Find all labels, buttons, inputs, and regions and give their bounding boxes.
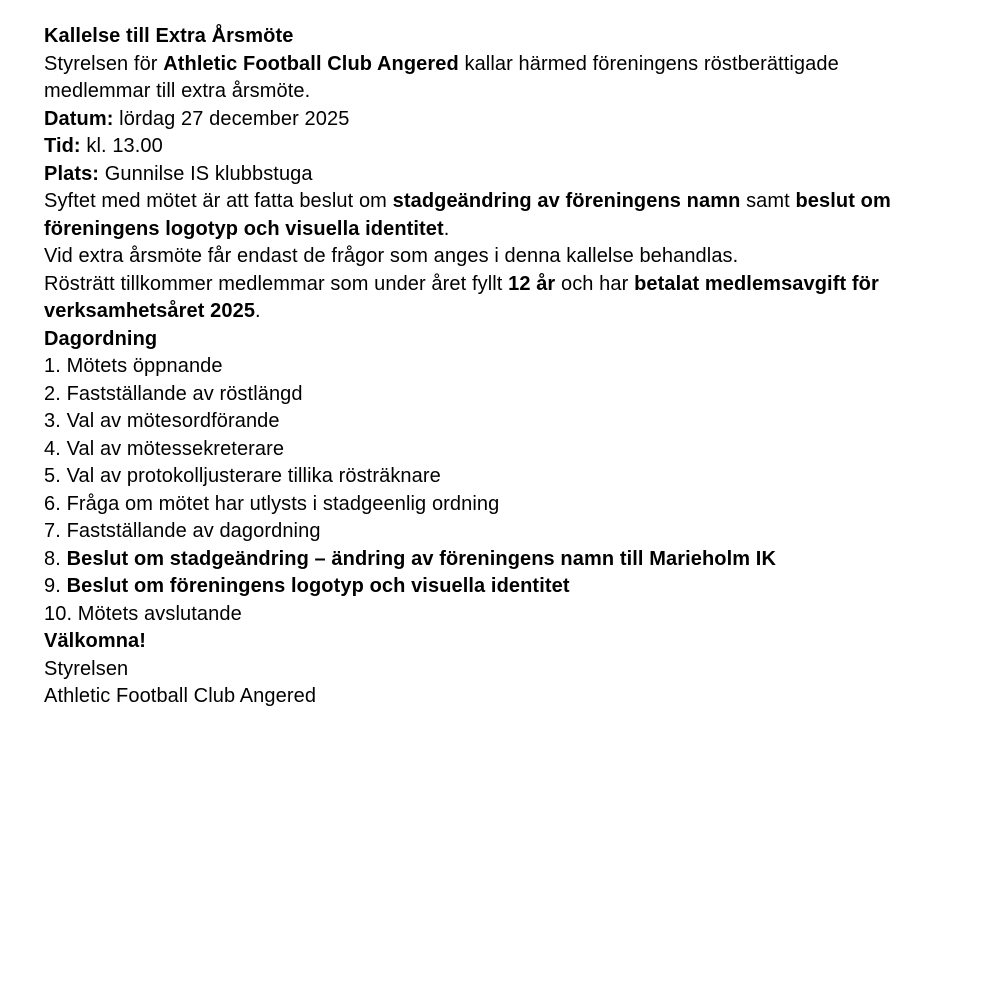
agenda-item-text: Fastställande av röstlängd [66, 382, 303, 405]
intro-text-cont: kallar härmed föreningens röstberättigade [458, 52, 839, 75]
restriction-note: Vid extra årsmöte får endast de frågor som anges i denna kallelse behandlas. [44, 245, 739, 267]
agenda-item-number: 6. [44, 492, 61, 515]
purpose-bold-name-change: stadgeändring av föreningens namn [392, 190, 741, 212]
place-label: Plats: [44, 162, 100, 185]
intro-line-1 [44, 53, 839, 75]
agenda-item-10 [44, 601, 1000, 629]
agenda-item-text: Beslut om stadgeändring – ändring av föreningens namn till Marieholm IK [66, 547, 776, 570]
agenda-item-text: Mötets avslutande [77, 602, 242, 625]
purpose-text: Syftet med mötet är att fatta beslut om [44, 190, 393, 212]
signature [44, 656, 1000, 711]
agenda-item-number: 8. [44, 547, 61, 570]
purpose-paragraph [44, 188, 1000, 243]
purpose-text-mid: samt [740, 190, 796, 212]
closing-greeting: Välkomna! [44, 630, 147, 652]
date-label: Datum: [44, 107, 114, 130]
club-name: Athletic Football Club Angered [163, 52, 459, 75]
signature-role: Styrelsen [44, 657, 129, 680]
purpose-line-2 [44, 218, 449, 240]
agenda-item-number: 2. [44, 382, 61, 405]
agenda-item-number: 9. [44, 575, 61, 597]
agenda-item-5 [44, 463, 1000, 491]
agenda-item-text: Mötets öppnande [66, 355, 223, 377]
meeting-details [44, 106, 1000, 189]
voting-bold-fee: betalat medlemsavgift för [634, 272, 879, 295]
agenda-item-number: 5. [44, 465, 61, 487]
voting-period: . [255, 300, 261, 322]
agenda-item-8 [44, 546, 1000, 574]
agenda-item-text: Val av mötesordförande [66, 410, 280, 432]
agenda-item-7 [44, 518, 1000, 546]
agenda-item-2 [44, 381, 1000, 409]
agenda-item-3 [44, 408, 1000, 436]
purpose-bold-decision: beslut om [795, 190, 891, 212]
agenda-list [44, 353, 1000, 628]
purpose-period: . [443, 217, 450, 240]
voting-bold-age: 12 år [508, 272, 556, 295]
document-title: Kallelse till Extra Årsmöte [44, 25, 294, 47]
agenda-item-number: 3. [44, 410, 61, 432]
agenda-item-6 [44, 491, 1000, 519]
time-label: Tid: [44, 135, 81, 157]
agenda-item-text: Val av mötessekreterare [66, 437, 285, 460]
detail-place [44, 163, 313, 185]
voting-rights-paragraph [44, 271, 1000, 326]
date-value: lördag 27 december 2025 [119, 107, 350, 130]
intro-paragraph [44, 51, 1000, 106]
voting-text: Rösträtt tillkommer medlemmar som under året fyllt [44, 272, 509, 295]
purpose-line-1 [44, 190, 891, 212]
agenda-item-number: 4. [44, 437, 61, 460]
agenda-item-1 [44, 353, 1000, 381]
detail-time [44, 135, 163, 157]
agenda-item-number: 10. [44, 602, 73, 625]
agenda-heading: Dagordning [44, 327, 158, 350]
agenda-item-text: Fråga om mötet har utlysts i stadgeenlig ordning [66, 492, 500, 515]
signature-club-name: Athletic Football Club Angered [44, 685, 317, 707]
voting-bold-year: verksamhetsåret 2025 [44, 300, 256, 322]
voting-line-2 [44, 300, 261, 322]
voting-line-1 [44, 273, 879, 295]
purpose-bold-logo: föreningens logotyp och visuella identitet [44, 217, 444, 240]
agenda-item-9 [44, 573, 1000, 601]
agenda-item-number: 1. [44, 355, 61, 377]
agenda-item-4 [44, 436, 1000, 464]
intro-line-2: medlemmar till extra årsmöte. [44, 80, 311, 102]
place-value: Gunnilse IS klubbstuga [104, 162, 313, 185]
agenda-item-text: Fastställande av dagordning [66, 520, 321, 542]
voting-text-mid: och har [555, 272, 635, 295]
agenda-item-number: 7. [44, 520, 61, 542]
intro-text: Styrelsen för [44, 52, 164, 75]
agenda-item-text: Beslut om föreningens logotyp och visuella identitet [66, 575, 570, 597]
time-value: kl. 13.00 [86, 135, 163, 157]
agenda-item-text: Val av protokolljusterare tillika rösträknare [66, 465, 441, 487]
detail-date [44, 108, 349, 130]
